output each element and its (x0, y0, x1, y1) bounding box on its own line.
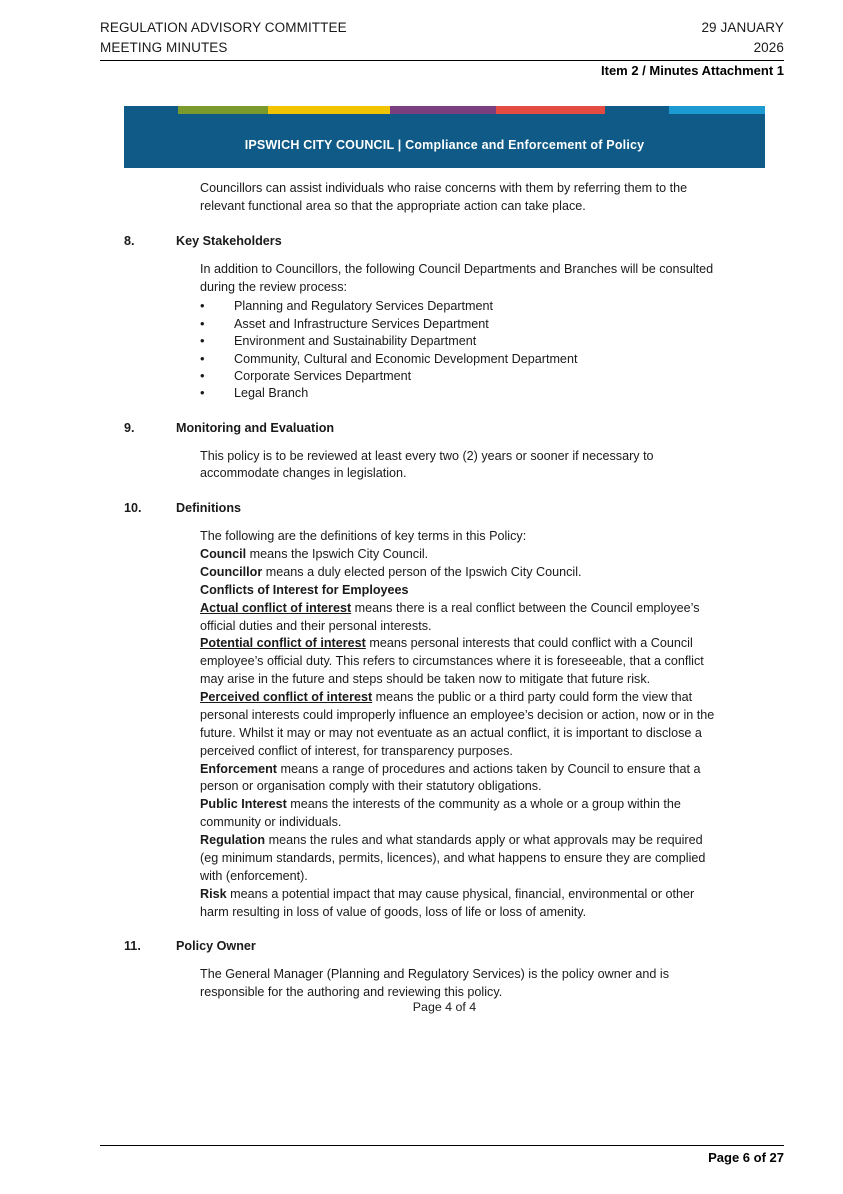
definition-entry (200, 796, 720, 832)
section-definitions (124, 500, 765, 921)
section-11-body (200, 966, 720, 1002)
definition-term: Councillor (200, 564, 263, 579)
stripe-green (178, 106, 268, 114)
section-9-intro: This policy is to be reviewed at least every two (2) years or sooner if necessary to accommodate changes in legislation. (200, 448, 654, 481)
section-10-number: 10. (124, 501, 142, 516)
stripe-red (496, 106, 605, 114)
definition-term: Risk (200, 886, 227, 901)
definition-term: Council (200, 547, 247, 561)
header-divider (100, 60, 784, 61)
definition-text: means the Ipswich City Council. (246, 547, 429, 561)
section-8-number: 8. (124, 233, 135, 248)
list-item: • Corporate Services Department (200, 368, 720, 385)
stripe-lightblue (669, 106, 765, 114)
section-11-intro: The General Manager (Planning and Regulatory Services) is the policy owner and is responsible for the authoring and reviewing this policy. (200, 967, 670, 1000)
header-date-line1: 29 JANUARY (701, 20, 784, 35)
page-header (100, 18, 784, 61)
definition-entry (200, 600, 720, 636)
definition-text: means the public or a third party could form the view that personal interests could improperly influence an employee’s decision or action, now or in the future. Whilst it may or may not eventuate as an actual conflict, it is important to disclose a perceived conflict of interest, for transparency purposes. (200, 690, 715, 758)
section-8-intro: In addition to Councillors, the following Council Departments and Branches will be consulted during the review process: (200, 261, 714, 294)
section-10-heading: Definitions (176, 501, 242, 516)
definition-entry (200, 546, 720, 564)
definition-text: means the rules and what standards apply or what approvals may be required (eg minimum standards, permits, licences), and what happens to ensure they are complied with (enforcement). (200, 833, 706, 883)
header-row-2 (100, 38, 784, 58)
definition-text: means the interests of the community as a whole or a group within the community or individuals. (200, 797, 681, 830)
banner-color-stripes (124, 106, 765, 114)
definition-term: Actual conflict of interest (200, 600, 352, 615)
section-key-stakeholders (124, 233, 765, 403)
inner-page-number: Page 4 of 4 (412, 1000, 477, 1014)
definition-entry (200, 635, 720, 689)
definition-term: Conflicts of Interest for Employees (200, 582, 409, 597)
council-banner (124, 106, 765, 168)
stripe-yellow (268, 106, 390, 114)
section-policy-owner (124, 938, 765, 1002)
stripe-blue-mid (605, 106, 669, 114)
list-item: • Planning and Regulatory Services Department (200, 298, 720, 315)
banner-title: IPSWICH CITY COUNCIL | Compliance and Enforcement of Policy (244, 138, 645, 152)
section-9-body (200, 448, 720, 484)
section-10-intro: The following are the definitions of key terms in this Policy: (200, 529, 527, 544)
section-9-heading-row (124, 420, 765, 438)
definition-text: means there is a real conflict between the Council employee’s official duties and their personal interests. (200, 600, 700, 633)
intro-paragraph: Councillors can assist individuals who raise concerns with them by referring them to the relevant functional area so that the appropriate action can take place. (200, 181, 688, 213)
stakeholder-list (200, 298, 720, 402)
list-item: • Legal Branch (200, 385, 720, 402)
definition-text: means a potential impact that may cause physical, financial, environmental or other harm resulting in loss of value of goods, loss of life or loss of amenity. (200, 886, 695, 919)
list-item: • Environment and Sustainability Department (200, 333, 720, 350)
definition-term: Enforcement (200, 761, 277, 776)
footer-page-number: Page 6 of 27 (708, 1150, 784, 1165)
list-item: • Community, Cultural and Economic Development Department (200, 351, 720, 368)
section-8-heading-row (124, 233, 765, 251)
section-8-body (200, 261, 720, 403)
stripe-blue-left (124, 106, 178, 114)
definition-text: means a duly elected person of the Ipswich City Council. (262, 564, 582, 579)
list-item: • Asset and Infrastructure Services Department (200, 316, 720, 333)
definition-entry (200, 761, 720, 797)
section-9-heading: Monitoring and Evaluation (176, 420, 335, 435)
section-9-number: 9. (124, 420, 135, 435)
definition-entry (200, 689, 720, 761)
definition-entry (200, 886, 720, 922)
section-11-heading-row (124, 938, 765, 956)
definition-entry (200, 582, 720, 600)
definition-term: Potential conflict of interest (200, 636, 366, 651)
document-body (124, 180, 765, 1002)
footer-divider (100, 1145, 784, 1146)
header-document-type: MEETING MINUTES (100, 39, 228, 55)
definition-term: Perceived conflict of interest (200, 690, 373, 704)
page-footer (100, 1145, 784, 1165)
section-10-heading-row (124, 500, 765, 518)
definition-term: Regulation (200, 833, 266, 847)
section-11-heading: Policy Owner (176, 939, 256, 954)
section-10-body (200, 528, 720, 921)
definition-text: means personal interests that could conflict with a Council employee’s official duty. This refers to circumstances where it is foreseeable, that a conflict may arise in the future and steps should be taken now to mitigate that future risk. (200, 636, 704, 687)
section-monitoring-evaluation (124, 420, 765, 484)
header-date-line2: 2026 (753, 39, 784, 55)
stripe-purple (390, 106, 496, 114)
definition-text: means a range of procedures and actions taken by Council to ensure that a person or organisation comply with their statutory obligations. (200, 761, 701, 794)
section-11-number: 11. (124, 939, 141, 954)
header-committee-title: REGULATION ADVISORY COMMITTEE (100, 20, 347, 35)
attachment-label: Item 2 / Minutes Attachment 1 (601, 63, 784, 78)
header-row-1 (100, 18, 784, 38)
definition-entry (200, 564, 720, 582)
section-8-heading: Key Stakeholders (176, 233, 282, 248)
definition-term: Public Interest (200, 797, 287, 812)
definition-entry (200, 832, 720, 886)
